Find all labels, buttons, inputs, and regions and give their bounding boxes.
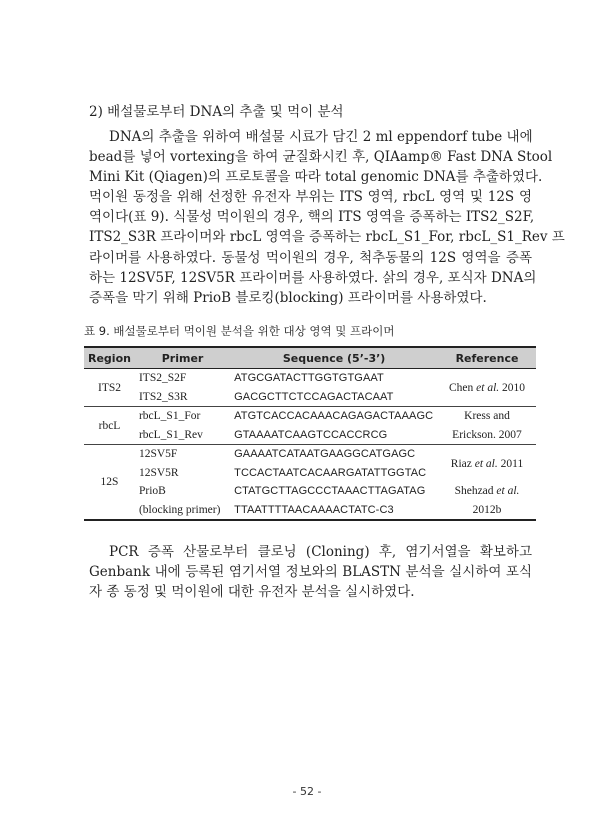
primer-table (84, 346, 536, 521)
primer-cell: ITS2_S2F (138, 372, 187, 385)
paragraph-line: 증폭을 막기 위해 PrioB 블로킹(blocking) 프라이머를 사용하였다. (89, 289, 487, 306)
reference-cell (438, 445, 536, 483)
paragraph-line: DNA의 추출을 위하여 배설물 시료가 담긴 2 ml eppendorf tube 내에 (109, 129, 533, 145)
reference-year: 2010 (502, 381, 526, 394)
reference-year: 2012b (438, 501, 536, 521)
primer-cell: ITS2_S3R (135, 388, 230, 407)
paragraph-line: PCR 증폭 산물로부터 클로닝 (Cloning) 후, 염기서열을 확보하고 (109, 544, 532, 560)
table-row (84, 426, 536, 445)
reference-cell: Erickson. 2007 (438, 426, 536, 445)
paragraph-line: bead를 넣어 vortexing을 하여 균질화시킨 후, QIAamp® Fast DNA Stool (89, 149, 553, 166)
paragraph-line: 라이머를 사용하였다. 동물성 먹이원의 경우, 척추동물의 12S 영역을 증폭 (89, 249, 532, 266)
region-cell: rbcL (84, 407, 135, 445)
sequence-cell: GTAAAATCAAGTCCACCRCG (230, 426, 438, 445)
section-heading: 2) 배설물로부터 DNA의 추출 및 먹이 분석 (89, 104, 344, 120)
region-cell: 12S (84, 445, 135, 521)
region-cell: ITS2 (84, 369, 135, 407)
primer-cell: (blocking primer) (135, 501, 230, 521)
reference-author: Shehzad (454, 485, 494, 498)
table-caption: 표 9. 배설물로부터 먹이원 분석을 위한 대상 영역 및 프라이머 (84, 324, 395, 338)
header-sequence: Sequence (5’-3’) (230, 347, 438, 369)
primer-cell: rbcL_S1_For (138, 410, 201, 423)
table-row (84, 369, 536, 388)
paragraph-line: Genbank 내에 등록된 염기서열 정보와의 BLASTN 분석을 실시하여 포식 (89, 564, 532, 581)
sequence-cell: ATGCGATACTTGGTGTGAAT (234, 372, 384, 385)
primer-cell: PrioB (138, 485, 166, 498)
table-header-row (84, 347, 536, 369)
reference-etal: et al. (496, 485, 520, 498)
reference-cell: Kress and (464, 410, 510, 423)
sequence-cell: CTATGCTTAGCCCTAAACTTAGATAG (234, 485, 426, 498)
reference-etal: et al. (474, 457, 498, 470)
paragraph-line: 자 종 동정 및 먹이원에 대한 유전자 분석을 실시하였다. (89, 584, 415, 601)
sequence-cell: GACGCTTCTCCAGACTACAAT (230, 388, 438, 407)
primer-cell: rbcL_S1_Rev (135, 426, 230, 445)
paragraph-line: 역이다(표 9). 식물성 먹이원의 경우, 핵의 ITS 영역을 증폭하는 ITS2_S2F, (89, 209, 535, 226)
header-region: Region (84, 347, 135, 369)
reference-author: Chen (448, 381, 474, 394)
reference-author: Riaz (450, 457, 472, 470)
header-reference: Reference (438, 347, 536, 369)
primer-cell: 12SV5R (138, 466, 179, 479)
header-primer: Primer (135, 347, 230, 369)
reference-cell (438, 369, 536, 407)
page-number: - 52 - (292, 785, 322, 798)
sequence-cell: TTAATTTTAACAAAACTATC-C3 (230, 501, 438, 521)
sequence-cell: TCCACTAATCACAARGATATTGGTAC (234, 466, 427, 479)
paragraph-dna-extraction (89, 127, 565, 308)
paragraph-line: ITS2_S3R 프라이머와 rbcL 영역을 증폭하는 rbcL_S1_For, rbcL_S1_Rev 프 (89, 229, 565, 246)
paragraph-line: 하는 12SV5F, 12SV5R 프라이머를 사용하였다. 삵의 경우, 포식자 DNA의 (89, 269, 537, 286)
primer-cell: 12SV5F (138, 448, 178, 461)
reference-etal: et al. (476, 381, 500, 394)
reference-cell (438, 482, 536, 501)
paragraph-line: 먹이원 동정을 위해 선정한 유전자 부위는 ITS 영역, rbcL 영역 및 12S 영 (89, 189, 532, 206)
table-row (84, 407, 536, 426)
reference-year: 2011 (500, 457, 524, 470)
paragraph-cloning (89, 542, 532, 602)
table-row (84, 482, 536, 501)
table-row (84, 501, 536, 521)
sequence-cell: ATGTCACCACAAACAGAGACTAAAGC (234, 410, 434, 423)
paragraph-line: Mini Kit (Qiagen)의 프로토콜을 따라 total genomic DNA를 추출하였다. (89, 169, 543, 186)
sequence-cell: GAAAATCATAATGAAGGCATGAGC (234, 448, 416, 461)
table-row (84, 445, 536, 464)
